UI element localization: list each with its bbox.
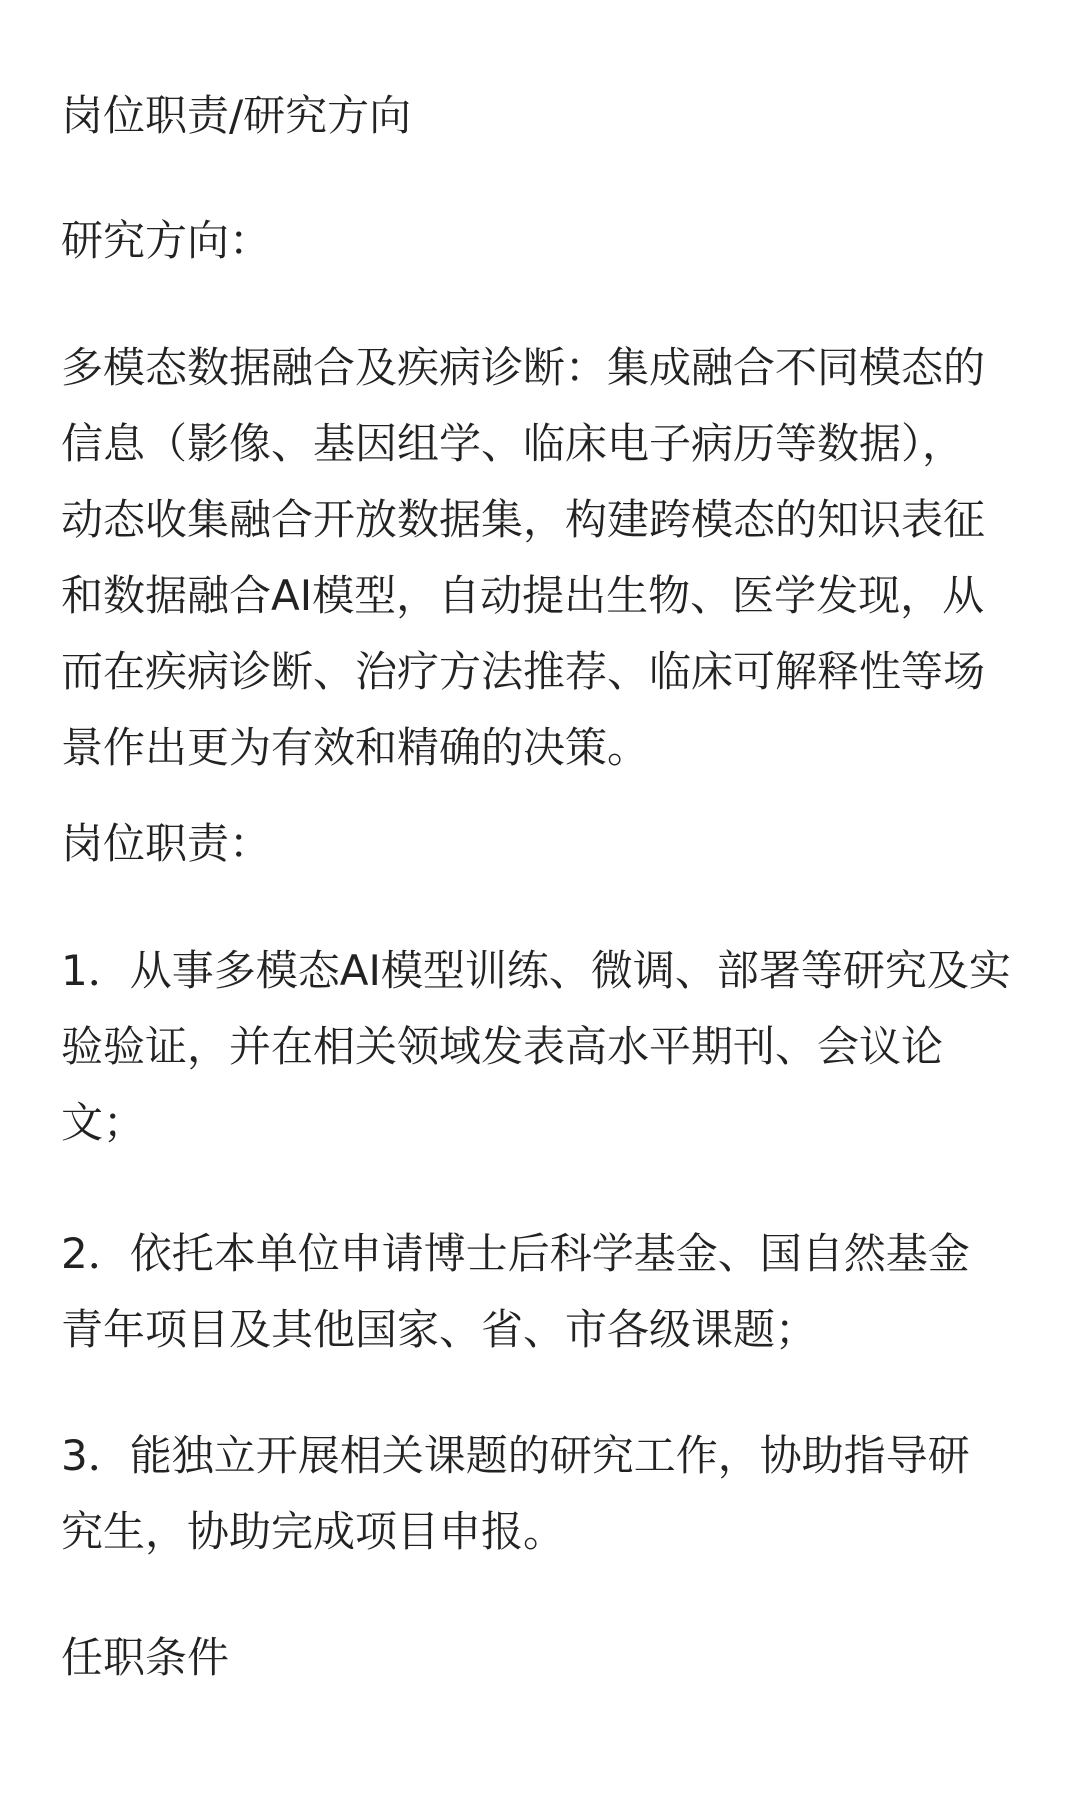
- duty-item-1: 1．从事多模态AI模型训练、微调、部署等研究及实 验验证，并在相关领域发表高水平期刊、会议论 文；: [61, 946, 1011, 1147]
- research-direction-paragraph: 多模态数据融合及疾病诊断：集成融合不同模态的 信息（影像、基因组学、临床电子病历等数据）， 动态收集融合开放数据集，构建跨模态的知识表征 和数据融合AI模型，自动提出生物、医学发现，从 而在疾病诊断、治疗方法推荐、临床可解释性等场 景作出更为有效和精确的决策。: [61, 343, 986, 772]
- section-heading-duties-direction: 岗位职责/研究方向: [61, 91, 412, 140]
- subheading-research-direction: 研究方向：: [61, 216, 272, 265]
- duty-item-2: 2．依托本单位申请博士后科学基金、国自然基金 青年项目及其他国家、省、市各级课题；: [61, 1229, 970, 1354]
- subheading-duties: 岗位职责：: [61, 819, 272, 868]
- section-heading-requirements: 任职条件: [61, 1633, 230, 1682]
- duty-item-3: 3．能独立开展相关课题的研究工作，协助指导研 究生，协助完成项目申报。: [61, 1431, 970, 1556]
